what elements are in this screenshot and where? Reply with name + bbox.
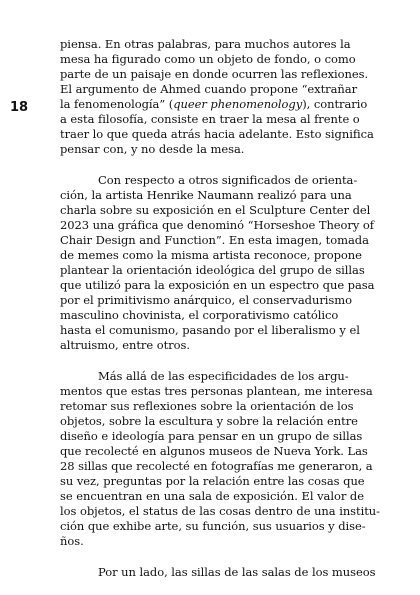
text-line: 2023 una gráfica que denominó “Horseshoe Theory of — [60, 218, 375, 232]
body-text — [60, 37, 380, 580]
text-line: retomar sus reflexiones sobre la orientación de los — [60, 399, 354, 413]
text-line: diseño e ideología para pensar en un grupo de sillas — [60, 429, 363, 443]
text-segment: la fenomenología” ( — [60, 97, 174, 111]
text-line: Chair Design and Function”. En esta imagen, tomada — [60, 233, 369, 247]
paragraph-1 — [60, 37, 374, 157]
text-line — [60, 97, 368, 112]
text-line: que recolecté en algunos museos de Nueva York. Las — [60, 444, 368, 458]
text-line: masculino chovinista, el corporativismo católico — [60, 308, 339, 322]
text-line: que utilizó para la exposición en un espectro que pasa — [60, 278, 375, 292]
text-line: pensar con, y no desde la mesa. — [60, 142, 245, 156]
text-line: se encuentran en una sala de exposición. El valor de — [60, 489, 364, 503]
text-line: 28 sillas que recolecté en fotografías me generaron, a — [60, 459, 373, 473]
paragraph-2 — [60, 173, 375, 353]
text-line: ción, la artista Henrike Naumann realizó para una — [60, 188, 352, 202]
text-line: El argumento de Ahmed cuando propone “extrañar — [60, 82, 358, 96]
text-line: altruismo, entre otros. — [60, 338, 190, 352]
paragraph-3 — [60, 369, 380, 549]
text-line: mesa ha figurado como un objeto de fondo, o como — [60, 52, 356, 66]
text-line: piensa. En otras palabras, para muchos autores la — [60, 37, 351, 51]
page-number: 18 — [10, 100, 29, 115]
text-line: ción que exhibe arte, su función, sus usuarios y dise- — [60, 519, 366, 533]
text-line: traer lo que queda atrás hacia adelante. Esto significa — [60, 127, 374, 141]
text-line: por el primitivismo anárquico, el conservadurismo — [60, 293, 352, 307]
italic-term: queer phenomenology — [173, 97, 303, 111]
text-line: ños. — [60, 534, 84, 548]
text-line: de memes como la misma artista reconoce, propone — [60, 248, 362, 262]
text-segment: ), contrario — [302, 97, 368, 111]
text-line: Con respecto a otros significados de orienta- — [98, 173, 358, 187]
text-line: parte de un paisaje en donde ocurren las reflexiones. — [60, 67, 369, 81]
text-line: los objetos, el status de las cosas dentro de una institu- — [60, 504, 380, 518]
text-line: plantear la orientación ideológica del grupo de sillas — [60, 263, 365, 277]
paragraph-4 — [60, 565, 376, 580]
text-line: su vez, preguntas por la relación entre las cosas que — [60, 474, 365, 488]
text-line: hasta el comunismo, pasando por el liberalismo y el — [60, 323, 360, 337]
text-line: charla sobre su exposición en el Sculpture Center del — [60, 203, 371, 217]
text-line: objetos, sobre la escultura y sobre la relación entre — [60, 414, 358, 428]
text-line: Más allá de las especificidades de los argu- — [98, 369, 349, 383]
text-line: a esta filosofía, consiste en traer la mesa al frente o — [60, 112, 360, 126]
text-line: Por un lado, las sillas de las salas de los museos — [98, 565, 376, 579]
text-line: mentos que estas tres personas plantean, me interesa — [60, 384, 373, 398]
